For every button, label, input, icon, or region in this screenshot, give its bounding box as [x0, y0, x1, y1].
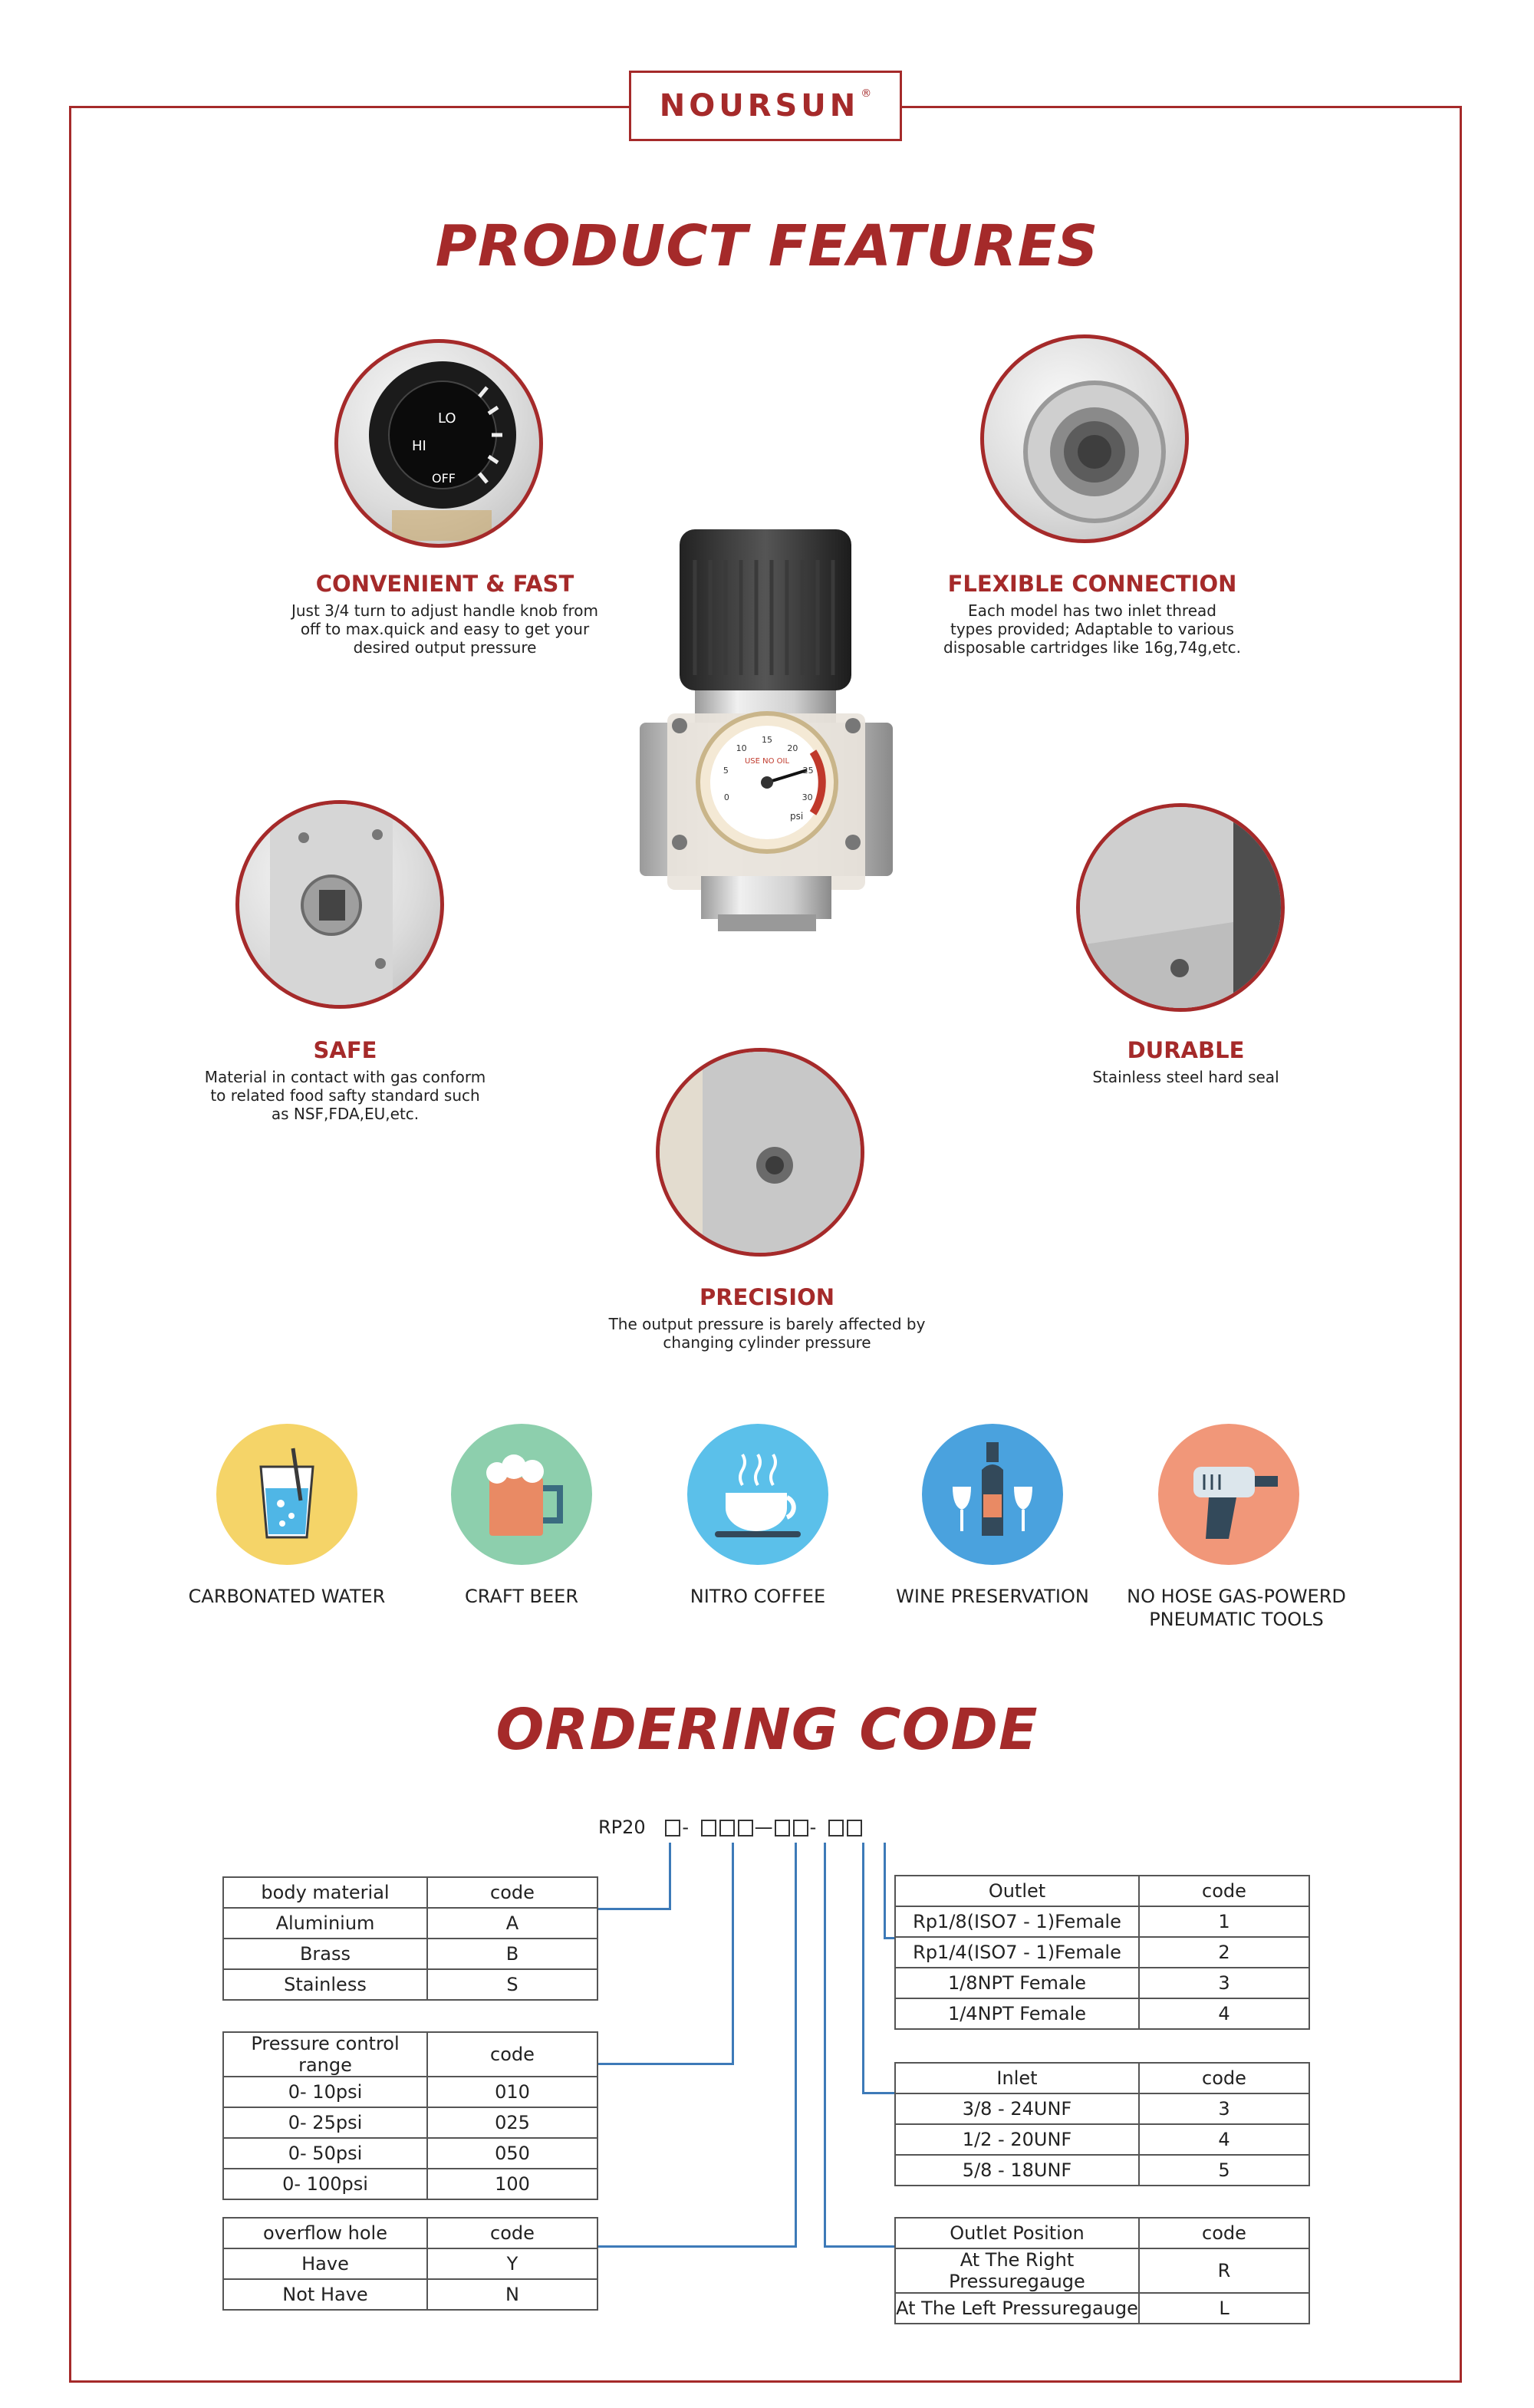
connector-line [795, 1843, 797, 2248]
table-cell: 0- 100psi [223, 2169, 427, 2199]
table-cell: 1/2 - 20UNF [895, 2124, 1139, 2155]
header-cell: code [427, 1877, 597, 1908]
features-heading: PRODUCT FEATURES [435, 213, 1099, 279]
table-cell: Aluminium [223, 1908, 427, 1939]
table-cell: At The Right Pressuregauge [895, 2248, 1139, 2293]
outlet-port-closeup-image [656, 1048, 864, 1257]
app-label-line-2: PNEUMATIC TOOLS [1149, 1609, 1324, 1630]
table-cell: Brass [223, 1939, 427, 1969]
table-row [223, 1939, 597, 1969]
connector-line [884, 1937, 894, 1939]
table-cell: 1 [1139, 1906, 1309, 1937]
body-material-table [222, 1876, 598, 2001]
table-row [223, 2138, 597, 2169]
table-header-row [223, 1877, 597, 1908]
connector-line [598, 2245, 797, 2248]
header-cell: code [427, 2032, 597, 2077]
connector-line [884, 1843, 886, 1939]
table-cell: Y [427, 2248, 597, 2279]
outlet-table [894, 1875, 1310, 2030]
table-header-row [895, 1876, 1309, 1906]
code-separator: — [754, 1817, 773, 1838]
table-cell: Rp1/4(ISO7 - 1)Female [895, 1937, 1139, 1968]
ordering-code-pattern [598, 1817, 864, 1838]
code-box [665, 1820, 680, 1836]
app-label-craft-beer: CRAFT BEER [464, 1586, 579, 1607]
feature-title-precision: PRECISION [699, 1284, 835, 1310]
gauge-scale-label: 20 [787, 743, 798, 754]
table-cell: 010 [427, 2077, 597, 2107]
table-row [223, 2279, 597, 2310]
table-cell: At The Left Pressuregauge [895, 2293, 1139, 2324]
desc-line: Material in contact with gas conform [204, 1068, 486, 1086]
table-row [223, 1908, 597, 1939]
gauge-scale-label: 5 [723, 765, 729, 776]
connector-line [598, 1908, 671, 1910]
table-header-row [895, 2063, 1309, 2093]
connector-line [669, 1843, 671, 1910]
beer-mug-icon [451, 1424, 592, 1565]
header-cell: Outlet [895, 1876, 1139, 1906]
feature-desc-durable [1032, 1068, 1339, 1086]
header-cell: code [1139, 2063, 1309, 2093]
water-glass-icon [216, 1424, 357, 1565]
knob-hi-label: HI [412, 438, 426, 454]
steel-block-closeup-image [1076, 803, 1285, 1012]
table-cell: R [1139, 2248, 1309, 2293]
gauge-scale-label: 0 [723, 792, 729, 803]
table-cell: N [427, 2279, 597, 2310]
feature-title-durable: DURABLE [1127, 1037, 1245, 1063]
table-cell: Stainless [223, 1969, 427, 2000]
connector-line [598, 2063, 734, 2065]
table-cell: 5 [1139, 2155, 1309, 2186]
desc-line: off to max.quick and easy to get your [300, 620, 590, 638]
brand-logo [629, 71, 902, 141]
table-row [223, 2107, 597, 2138]
desc-line: disposable cartridges like 16g,74g,etc. [943, 638, 1241, 657]
table-cell: 1/4NPT Female [895, 1998, 1139, 2029]
feature-title-flexible: FLEXIBLE CONNECTION [947, 571, 1237, 597]
gauge-unit: psi [790, 811, 804, 822]
coffee-cup-icon [687, 1424, 828, 1565]
table-row [895, 2155, 1309, 2186]
knob-off-label: OFF [432, 471, 456, 486]
side-plate-closeup-image [235, 800, 444, 1009]
gauge-scale-label: 25 [802, 765, 814, 776]
connector-line [824, 1843, 826, 2248]
table-row [895, 1937, 1309, 1968]
ordering-heading: ORDERING CODE [495, 1697, 1039, 1763]
code-box [828, 1820, 844, 1836]
table-row [223, 1969, 597, 2000]
table-row [223, 2248, 597, 2279]
connector-line [732, 1843, 734, 2065]
header-cell: Outlet Position [895, 2218, 1139, 2248]
app-label-nitro-coffee: NITRO COFFEE [690, 1586, 826, 1607]
code-separator: - [682, 1817, 689, 1838]
code-separator: - [809, 1817, 817, 1838]
header-cell: Inlet [895, 2063, 1139, 2093]
table-header-row [223, 2032, 597, 2077]
table-row [223, 2169, 597, 2199]
app-label-carbonated-water: CARBONATED WATER [188, 1586, 386, 1607]
wine-bottle-icon [922, 1424, 1063, 1565]
table-header-row [223, 2218, 597, 2248]
desc-line: Just 3/4 turn to adjust handle knob from [291, 601, 598, 620]
desc-line: Each model has two inlet thread [968, 601, 1216, 620]
feature-desc-flexible [900, 601, 1284, 657]
registered-mark: ® [861, 87, 872, 100]
table-cell: 5/8 - 18UNF [895, 2155, 1139, 2186]
gauge-scale-label: 15 [762, 735, 772, 745]
gauge-label: USE NO OIL [744, 757, 790, 766]
code-box [738, 1820, 753, 1836]
app-label-line-1: NO HOSE GAS-POWERD [1127, 1586, 1346, 1607]
code-box [719, 1820, 735, 1836]
table-cell: S [427, 1969, 597, 2000]
header-cell: body material [223, 1877, 427, 1908]
table-cell: Have [223, 2248, 427, 2279]
table-row [895, 2124, 1309, 2155]
feature-desc-safe [153, 1068, 537, 1123]
desc-line: to related food safty standard such [210, 1086, 480, 1105]
desc-line: as NSF,FDA,EU,etc. [271, 1105, 420, 1123]
knob-lo-label: LO [438, 410, 456, 427]
pressure-range-table [222, 2031, 598, 2200]
desc-line: desired output pressure [353, 638, 537, 657]
feature-desc-precision [575, 1315, 959, 1352]
inlet-table [894, 2062, 1310, 2186]
desc-line: changing cylinder pressure [663, 1333, 871, 1352]
table-row [895, 1968, 1309, 1998]
connector-line [862, 2092, 894, 2094]
header-cell: code [1139, 2218, 1309, 2248]
regulator-product-image [629, 522, 905, 936]
table-row [895, 2248, 1309, 2293]
table-row [895, 1998, 1309, 2029]
table-row [895, 2093, 1309, 2124]
table-cell: B [427, 1939, 597, 1969]
brand-name: NOURSUN [659, 88, 860, 124]
air-gun-icon [1158, 1424, 1299, 1565]
table-cell: Not Have [223, 2279, 427, 2310]
header-cell: code [427, 2218, 597, 2248]
gauge-scale-label: 10 [736, 743, 747, 754]
table-cell: A [427, 1908, 597, 1939]
header-cell: overflow hole [223, 2218, 427, 2248]
code-box [793, 1820, 808, 1836]
code-box [775, 1820, 790, 1836]
table-cell: 0- 10psi [223, 2077, 427, 2107]
feature-title-convenient: CONVENIENT & FAST [315, 571, 574, 597]
app-label-pneumatic-tools [1106, 1585, 1367, 1631]
table-row [895, 1906, 1309, 1937]
gauge-scale-label: 30 [802, 792, 813, 803]
table-cell: 0- 50psi [223, 2138, 427, 2169]
table-cell: 050 [427, 2138, 597, 2169]
table-cell: Rp1/8(ISO7 - 1)Female [895, 1906, 1139, 1937]
table-row [895, 2293, 1309, 2324]
table-cell: 2 [1139, 1937, 1309, 1968]
desc-line: Stainless steel hard seal [1092, 1068, 1279, 1086]
table-cell: 4 [1139, 2124, 1309, 2155]
knob-closeup-image [334, 339, 543, 548]
desc-line: types provided; Adaptable to various [950, 620, 1234, 638]
table-cell: 4 [1139, 1998, 1309, 2029]
table-cell: 0- 25psi [223, 2107, 427, 2138]
table-cell: 3 [1139, 1968, 1309, 1998]
table-header-row [895, 2218, 1309, 2248]
inlet-thread-closeup-image [980, 334, 1189, 543]
table-cell: 1/8NPT Female [895, 1968, 1139, 1998]
table-cell: L [1139, 2293, 1309, 2324]
table-cell: 025 [427, 2107, 597, 2138]
desc-line: The output pressure is barely affected by [608, 1315, 926, 1333]
connector-line [824, 2245, 894, 2248]
table-row [223, 2077, 597, 2107]
feature-title-safe: SAFE [313, 1037, 377, 1063]
app-label-wine-preservation: WINE PRESERVATION [896, 1586, 1089, 1607]
overflow-hole-table [222, 2217, 598, 2311]
header-cell: Pressure control range [223, 2032, 427, 2077]
table-cell: 3/8 - 24UNF [895, 2093, 1139, 2124]
feature-desc-convenient [253, 601, 637, 657]
code-box [847, 1820, 862, 1836]
code-prefix: RP20 [598, 1817, 646, 1838]
code-box [701, 1820, 716, 1836]
connector-line [862, 1843, 864, 2094]
header-cell: code [1139, 1876, 1309, 1906]
outlet-position-table [894, 2217, 1310, 2324]
table-cell: 100 [427, 2169, 597, 2199]
table-cell: 3 [1139, 2093, 1309, 2124]
